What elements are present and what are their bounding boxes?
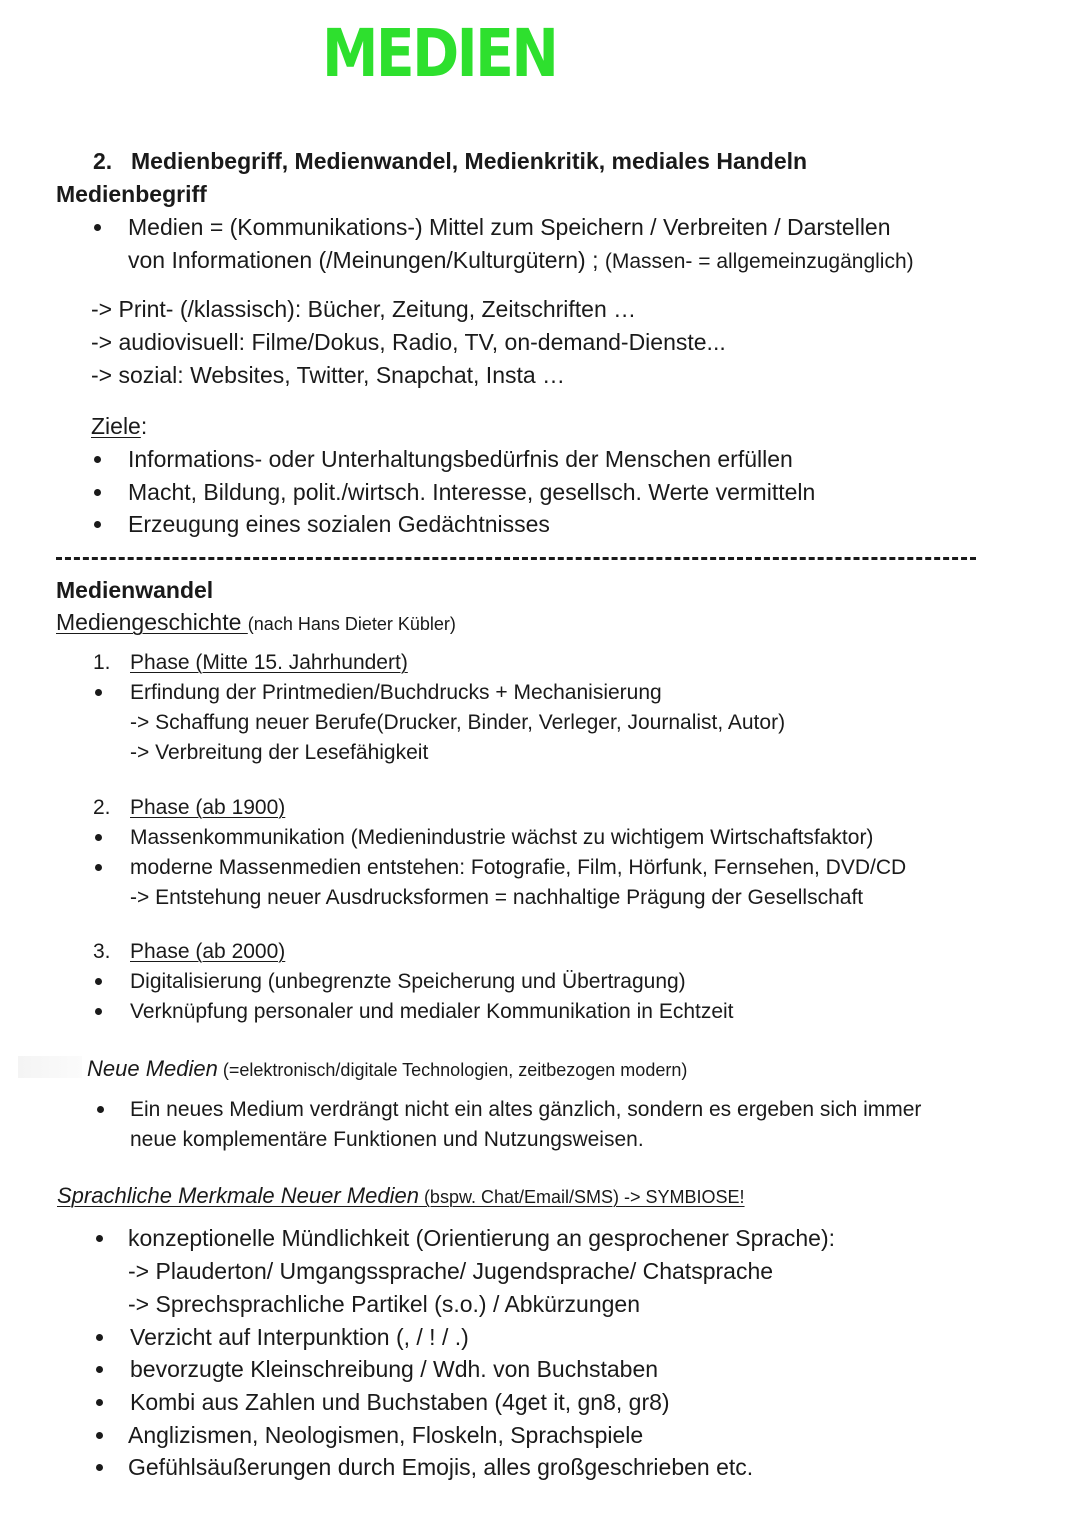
phase-bullet: Erfindung der Printmedien/Buchdrucks + Mechanisierung [130,681,662,704]
phase-title: Phase (Mitte 15. Jahrhundert) [130,651,408,674]
sprachliche-merkmale-heading: Sprachliche Merkmale Neuer Medien (bspw. Chat/Email/SMS) -> SYMBIOSE! [57,1183,745,1208]
phase-bullet: Digitalisierung (unbegrenzte Speicherung und Übertragung) [130,970,686,993]
neue-medien-text-1: Ein neues Medium verdrängt nicht ein altes gänzlich, sondern es ergeben sich immer [130,1098,922,1121]
mediengeschichte-heading: Mediengeschichte (nach Hans Dieter Kübler) [56,609,456,635]
merkmal-item: Verzicht auf Interpunktion (, / ! / .) [130,1324,469,1350]
bullet-icon [96,1464,103,1471]
mediengeschichte-note: (nach Hans Dieter Kübler) [247,614,456,634]
bullet-icon [96,1235,103,1242]
phase-number: 1. [93,651,111,674]
phase-bullet: Verknüpfung personaler und medialer Kommunikation in Echtzeit [130,1000,734,1023]
bullet-icon [95,978,102,985]
phase-number: 3. [93,940,111,963]
scan-smudge [18,1056,82,1078]
definition-note: (Massen- = allgemeinzugänglich) [604,250,914,273]
bullet-icon [94,224,101,231]
phase-subpoint: -> Entstehung neuer Ausdrucksformen = nachhaltige Prägung der Gesellschaft [130,886,864,909]
merkmal-item: konzeptionelle Mündlichkeit (Orientierung an gesprochener Sprache): [128,1225,836,1251]
bullet-icon [95,834,102,841]
phase-title: Phase (ab 1900) [130,796,286,819]
ziele-heading: Ziele: [91,413,148,439]
bullet-icon [94,489,101,496]
merkmal-subpoint: -> Plauderton/ Umgangssprache/ Jugendsprache/ Chatsprache [128,1258,774,1284]
media-type-print: -> Print- (/klassisch): Bücher, Zeitung, Zeitschriften … [91,296,637,322]
phase-bullet: Massenkommunikation (Medienindustrie wächst zu wichtigem Wirtschaftsfaktor) [130,826,874,849]
page-title: MEDIEN [322,15,557,92]
ziel-item: Informations- oder Unterhaltungsbedürfnis der Menschen erfüllen [128,446,793,472]
merkmal-item: bevorzugte Kleinschreibung / Wdh. von Buchstaben [130,1356,659,1382]
definition-line-1: Medien = (Kommunikations-) Mittel zum Speichern / Verbreiten / Darstellen [128,214,891,240]
section-heading: Medienbegriff, Medienwandel, Medienkritik, mediales Handeln [131,148,808,174]
phase-subpoint: -> Schaffung neuer Berufe(Drucker, Binder, Verleger, Journalist, Autor) [130,711,786,734]
sprachliche-merkmale-note: (bspw. Chat/Email/SMS) -> SYMBIOSE! [418,1187,745,1207]
medienbegriff-heading: Medienbegriff [56,181,207,207]
bullet-icon [96,1399,103,1406]
bullet-icon [95,1008,102,1015]
neue-medien-note: (=elektronisch/digitale Technologien, zeitbezogen modern) [217,1060,688,1080]
media-type-audiovisual: -> audiovisuell: Filme/Dokus, Radio, TV, on-demand-Dienste... [91,329,726,355]
phase-subpoint: -> Verbreitung der Lesefähigkeit [130,741,429,764]
section-number: 2. [93,148,113,174]
bullet-icon [97,1106,104,1113]
bullet-icon [94,456,101,463]
bullet-icon [95,864,102,871]
ziel-item: Macht, Bildung, polit./wirtsch. Interesse, gesellsch. Werte vermitteln [128,479,816,505]
neue-medien-heading: Neue Medien (=elektronisch/digitale Technologien, zeitbezogen modern) [87,1056,688,1081]
bullet-icon [96,1432,103,1439]
phase-title: Phase (ab 2000) [130,940,286,963]
bullet-icon [96,1366,103,1373]
section-divider [56,557,976,560]
bullet-icon [96,1334,103,1341]
medienwandel-heading: Medienwandel [56,577,214,603]
merkmal-item: Anglizismen, Neologismen, Floskeln, Sprachspiele [128,1422,644,1448]
merkmal-item: Kombi aus Zahlen und Buchstaben (4get it, gn8, gr8) [130,1389,670,1415]
ziel-item: Erzeugung eines sozialen Gedächtnisses [128,511,550,537]
media-type-social: -> sozial: Websites, Twitter, Snapchat, Insta … [91,362,566,388]
bullet-icon [95,689,102,696]
merkmal-item: Gefühlsäußerungen durch Emojis, alles großgeschrieben etc. [128,1454,754,1480]
phase-bullet: moderne Massenmedien entstehen: Fotografie, Film, Hörfunk, Fernsehen, DVD/CD [130,856,907,879]
phase-number: 2. [93,796,111,819]
merkmal-subpoint: -> Sprechsprachliche Partikel (s.o.) / Abkürzungen [128,1291,640,1317]
bullet-icon [94,521,101,528]
neue-medien-text-2: neue komplementäre Funktionen und Nutzungsweisen. [130,1128,644,1151]
definition-line-2: von Informationen (/Meinungen/Kulturgütern) ; (Massen- = allgemeinzugänglich) [128,247,914,273]
